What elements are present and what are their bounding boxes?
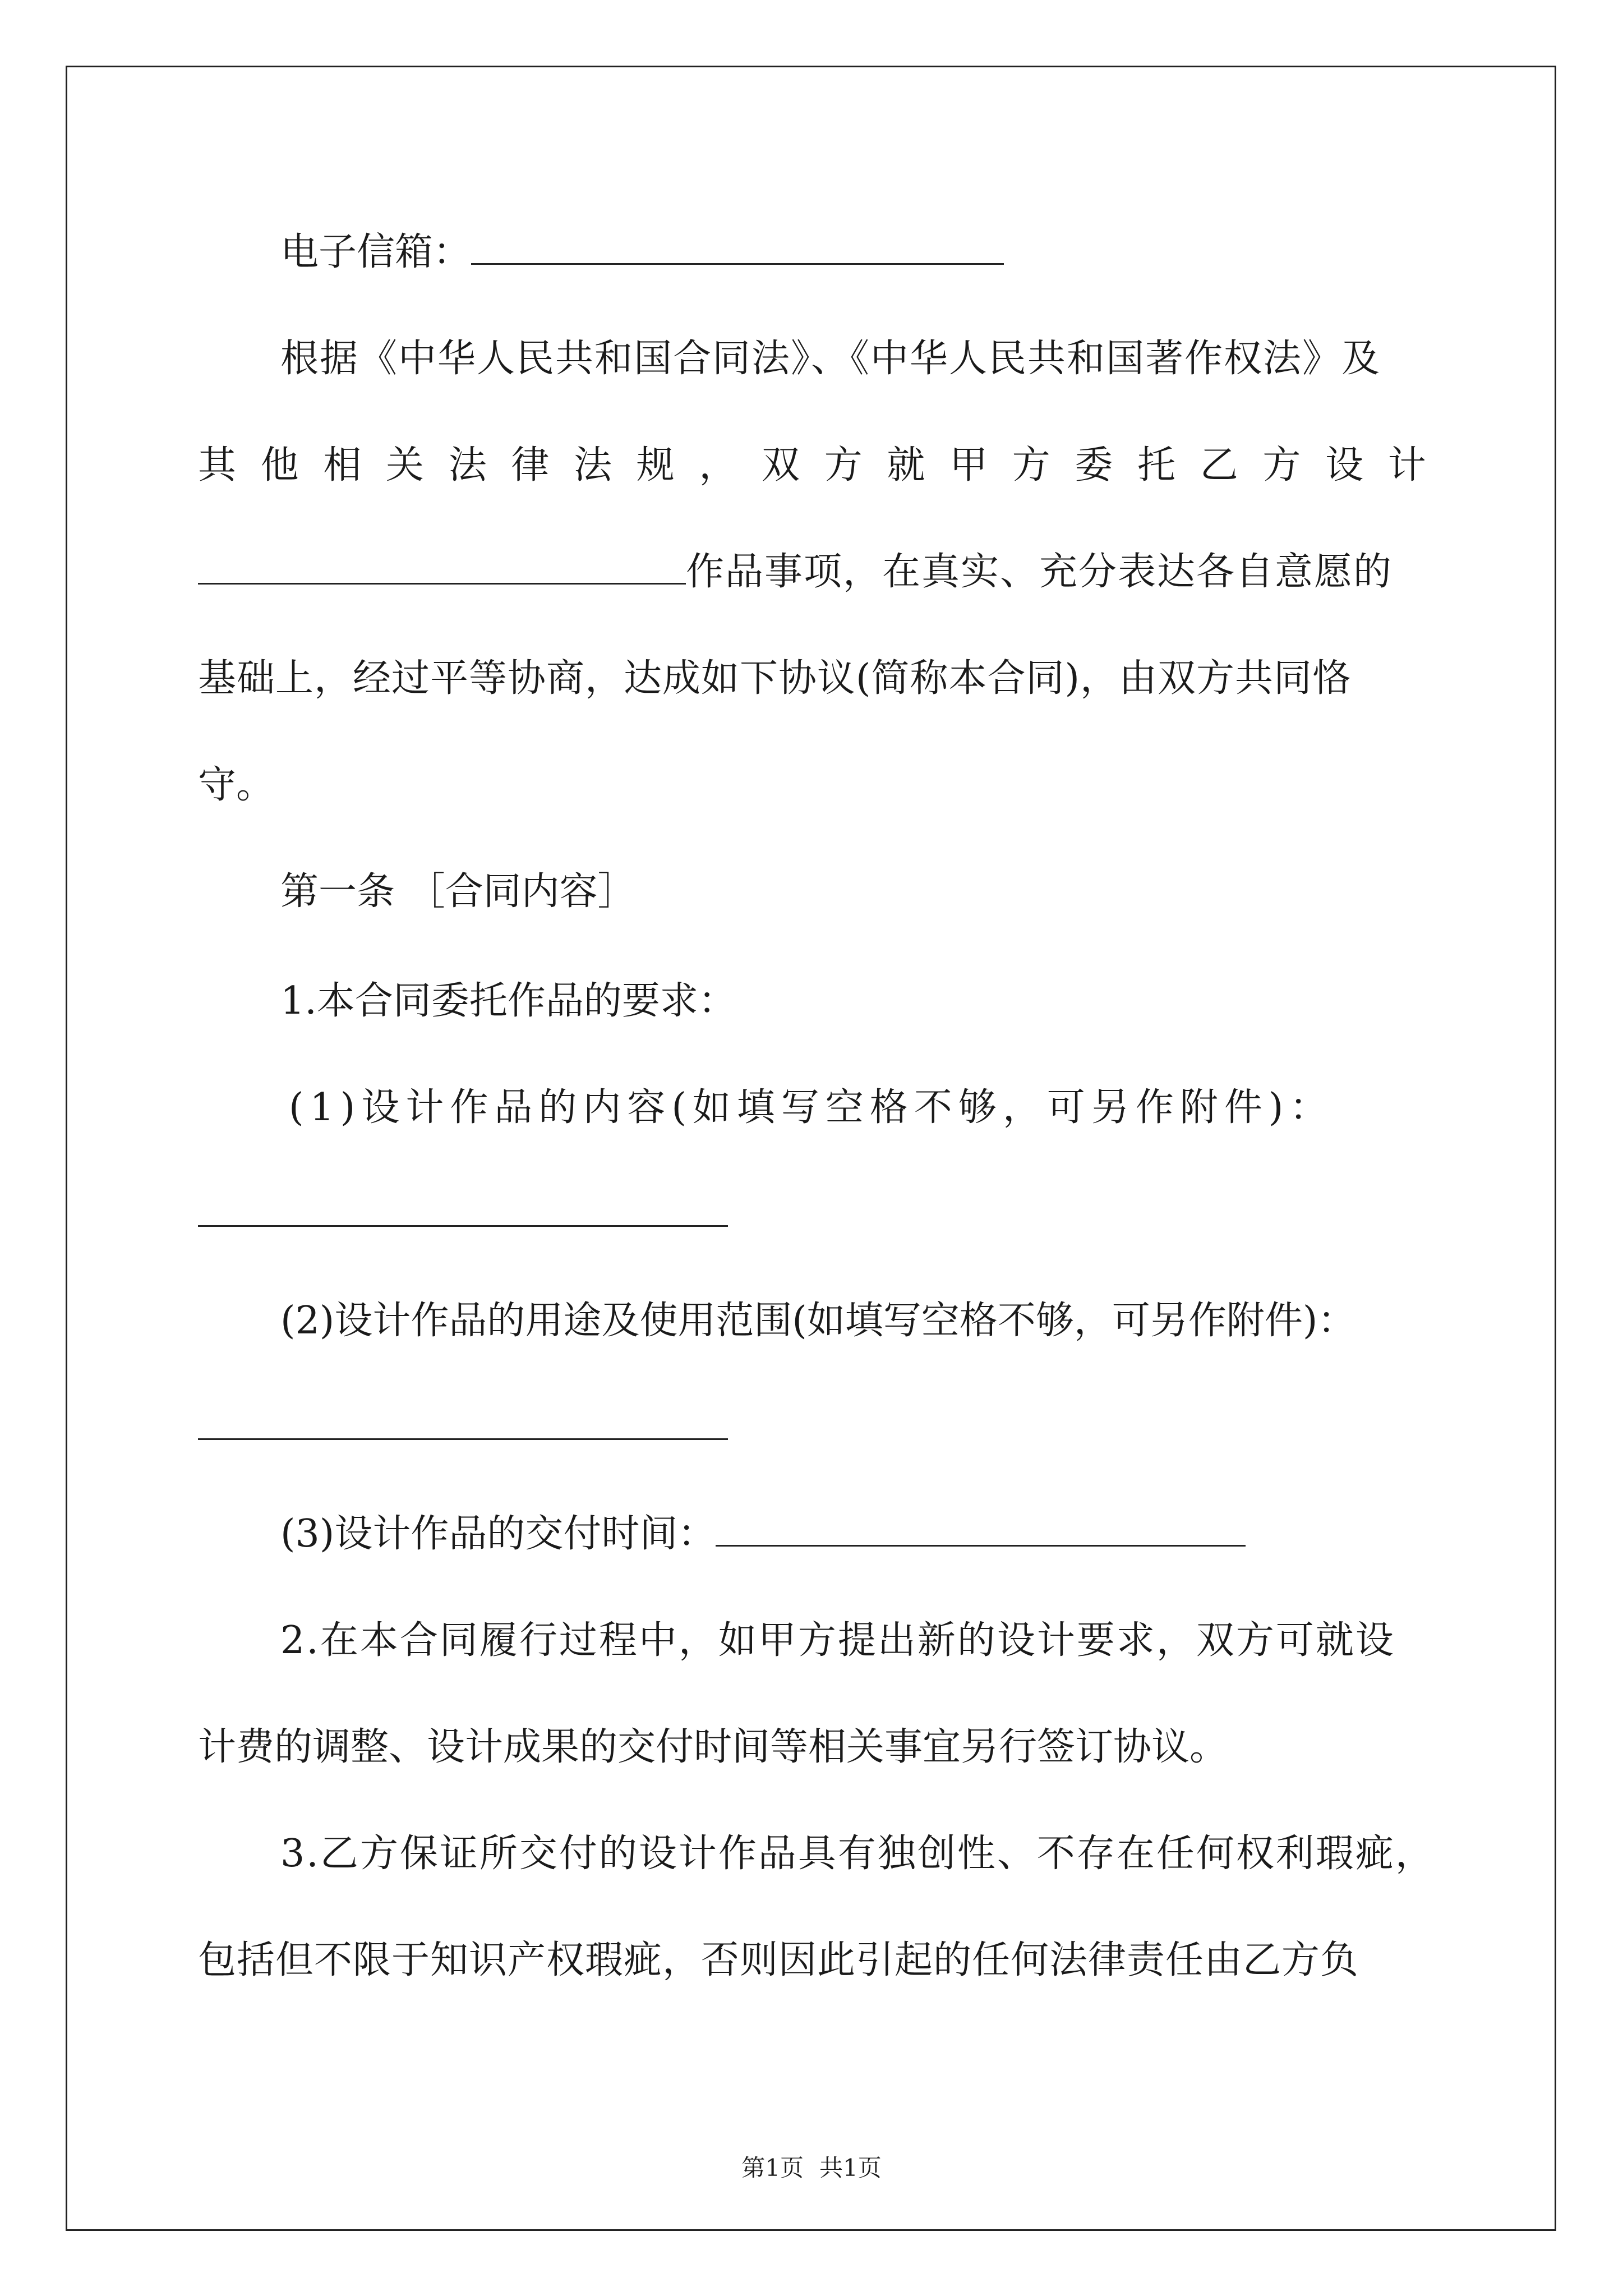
intro-line-2-char: 规 [636, 443, 675, 487]
intro-line-3 [198, 550, 1393, 595]
delivery-time-label: (3)设计作品的交付时间： [280, 1512, 716, 1556]
intro-line-2-char: 法 [574, 443, 612, 487]
item-1: 1.本合同委托作品的要求： [280, 979, 736, 1023]
item-1-3 [280, 1512, 1246, 1557]
intro-line-2-char: 方 [1262, 443, 1301, 487]
page-current: 第1页 [741, 2154, 804, 2182]
work-name-blank[interactable] [198, 550, 686, 585]
delivery-time-blank[interactable] [716, 1512, 1246, 1547]
intro-line-2-char: 其 [198, 443, 237, 487]
intro-line-2-char: 关 [386, 443, 425, 487]
intro-line-2-char: 律 [511, 443, 550, 487]
intro-line-2-char: 委 [1075, 443, 1113, 487]
email-blank[interactable] [471, 231, 1004, 265]
intro-line-3-text: 作品事项，在真实、充分表达各自意愿的 [686, 550, 1393, 594]
intro-line-2-char: 双 [762, 443, 800, 487]
page-border [66, 66, 1556, 2231]
item-1-2: (2)设计作品的用途及使用范围(如填写空格不够，可另作附件)： [280, 1299, 1356, 1343]
email-line [280, 230, 1004, 275]
item-1-2-blank-line [198, 1405, 728, 1450]
intro-line-2-char: ， [699, 443, 737, 487]
intro-line-2-char: 托 [1137, 443, 1176, 487]
item-3-line-1: 3.乙方保证所交付的设计作品具有独创性、不存在任何权利瑕疵， [280, 1832, 1435, 1876]
intro-line-2-char: 方 [824, 443, 863, 487]
intro-line-2-char: 计 [1387, 443, 1426, 487]
item-2-line-2: 计费的调整、设计成果的交付时间等相关事宜另行签订协议。 [198, 1725, 1228, 1769]
intro-line-2-char: 就 [887, 443, 925, 487]
intro-line-2-char: 方 [1012, 443, 1050, 487]
intro-line-2-char: 甲 [949, 443, 988, 487]
intro-line-2-char: 法 [448, 443, 487, 487]
item-2-line-1: 2.在本合同履行过程中，如甲方提出新的设计要求，双方可就设 [280, 1618, 1395, 1663]
intro-line-5: 守。 [198, 763, 275, 807]
usage-blank[interactable] [198, 1406, 728, 1440]
item-3-line-2: 包括但不限于知识产权瑕疵，否则因此引起的任何法律责任由乙方负 [198, 1938, 1359, 1982]
intro-line-2-char: 设 [1325, 443, 1364, 487]
intro-line-2-char: 相 [323, 443, 362, 487]
content-blank[interactable] [198, 1193, 728, 1227]
item-1-1: (1)设计作品的内容(如填写空格不够，可另作附件)： [289, 1085, 1334, 1130]
intro-line-4: 基础上，经过平等协商，达成如下协议(简称本合同)，由双方共同恪 [198, 656, 1352, 701]
page-footer [0, 2154, 1623, 2182]
item-1-1-blank-line [198, 1192, 728, 1237]
intro-line-2-char: 他 [260, 443, 299, 487]
email-label: 电子信箱： [280, 230, 472, 274]
intro-line-2 [198, 443, 1426, 488]
intro-line-1: 根据《中华人民共和国合同法》、《中华人民共和国著作权法》及 [280, 337, 1381, 381]
article-1-heading: 第一条 ［合同内容］ [280, 869, 636, 914]
intro-line-2-char: 乙 [1200, 443, 1238, 487]
page-total: 共1页 [819, 2154, 882, 2182]
